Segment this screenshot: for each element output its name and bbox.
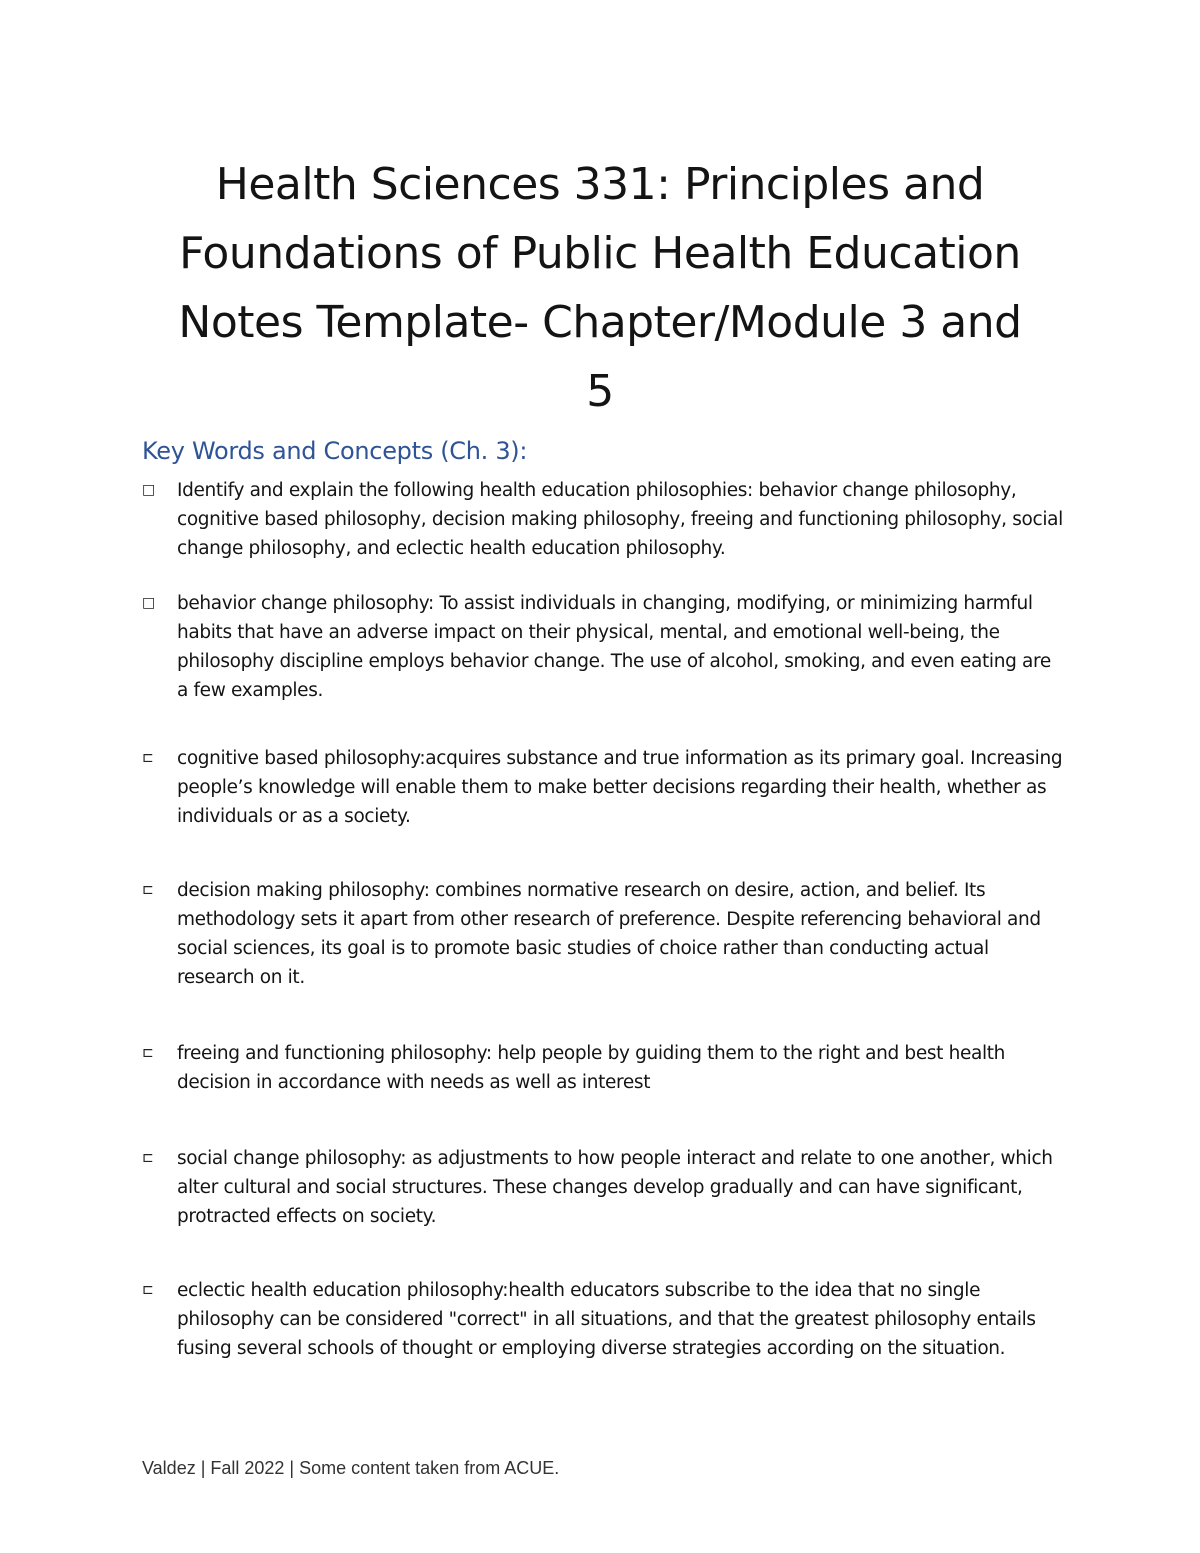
bracket-bullet-icon: ⊏	[142, 1045, 154, 1061]
title-line: Foundations of Public Health Education	[179, 228, 1021, 279]
list-item-text: freeing and functioning philosophy: help people by guiding them to the right and best health decision in accordance with needs as well as interest	[177, 1043, 1006, 1093]
title-line: 5	[586, 366, 614, 417]
section-heading: Key Words and Concepts (Ch. 3):	[142, 437, 528, 465]
bracket-bullet-icon: ⊏	[142, 750, 154, 766]
list-item-text: social change philosophy: as adjustments to how people interact and relate to one another, which alter cultural and social structures. These changes develop gradually and can have significant, protracted effects on society.	[177, 1148, 1053, 1227]
list-item-text: decision making philosophy: combines normative research on desire, action, and belief. Its methodology sets it apart from other research of preference. Despite referencing behavioral and social sciences, its goal is to promote basic studies of choice rather than conducting actual research on it.	[177, 880, 1041, 988]
title-line: Notes Template- Chapter/Module 3 and	[178, 297, 1022, 348]
bracket-bullet-icon: ⊏	[142, 882, 154, 898]
title-line: Health Sciences 331: Principles and	[215, 159, 985, 210]
checkbox-bullet-icon: □	[142, 595, 156, 611]
list-item-text: eclectic health education philosophy:health educators subscribe to the idea that no single philosophy can be considered "correct" in all situations, and that the greatest philosophy entails fusing several schools of thought or employing diverse strategies according on the situation.	[177, 1280, 1036, 1359]
checkbox-bullet-icon: □	[142, 482, 156, 498]
list-item-text: cognitive based philosophy:acquires substance and true information as its primary goal. Increasing people’s knowledge will enable them to make better decisions regarding their health, whether as individuals or as a society.	[177, 748, 1063, 827]
bracket-bullet-icon: ⊏	[142, 1150, 154, 1166]
page-title	[120, 150, 1080, 426]
list-item-text: behavior change philosophy: To assist individuals in changing, modifying, or minimizing harmful habits that have an adverse impact on their physical, mental, and emotional well-being, the philosophy discipline employs behavior change. The use of alcohol, smoking, and even eating are a few examples.	[177, 593, 1051, 701]
bracket-bullet-icon: ⊏	[142, 1282, 154, 1298]
page-footer: Valdez | Fall 2022 | Some content taken from ACUE.	[142, 1458, 560, 1478]
list-item-text: Identify and explain the following health education philosophies: behavior change philosophy, cognitive based philosophy, decision making philosophy, freeing and functioning philosophy, social change philosophy, and eclectic health education philosophy.	[177, 480, 1063, 559]
